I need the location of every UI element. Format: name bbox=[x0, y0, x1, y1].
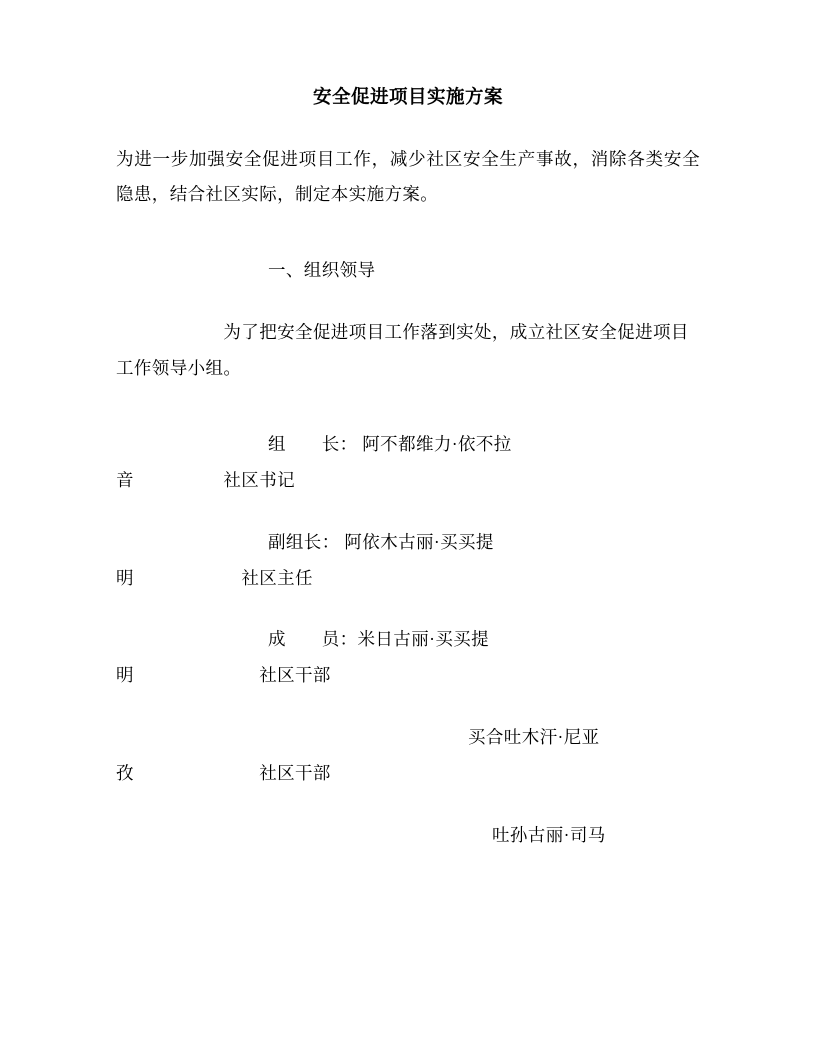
roster-title: 社区干部 bbox=[259, 763, 331, 784]
roster-title-line bbox=[116, 658, 700, 694]
roster-name-line bbox=[116, 720, 700, 756]
spacer bbox=[116, 694, 700, 720]
roster-name: 买合吐木汗·尼亚 bbox=[468, 727, 600, 748]
roster-entry bbox=[116, 720, 700, 792]
roster-title: 社区干部 bbox=[259, 665, 331, 686]
roster-role: 成 员： bbox=[268, 629, 358, 650]
roster-title-line bbox=[116, 561, 700, 597]
roster-entry bbox=[116, 427, 700, 499]
roster-name: 阿依木古丽·买买提 bbox=[344, 531, 494, 552]
spacer bbox=[116, 213, 700, 253]
roster-role: 组 长： bbox=[268, 433, 358, 454]
roster-entry bbox=[116, 622, 700, 694]
roster-name-line bbox=[116, 818, 700, 854]
roster-name-cont: 音 bbox=[116, 469, 134, 490]
roster-role-name-line bbox=[116, 622, 700, 658]
spacer bbox=[116, 499, 700, 525]
page-title: 安全促进项目实施方案 bbox=[312, 88, 503, 108]
roster-title-line bbox=[116, 756, 700, 792]
roster-name-cont: 明 bbox=[116, 665, 134, 686]
roster-role: 副组长： bbox=[268, 531, 340, 552]
roster-role-name-line bbox=[116, 427, 700, 463]
roster-role-name-line bbox=[116, 525, 700, 561]
section-heading-1: 一、组织领导 bbox=[268, 260, 376, 281]
roster-name: 吐孙古丽·司马 bbox=[492, 824, 606, 845]
spacer bbox=[116, 387, 700, 427]
spacer bbox=[116, 792, 700, 818]
roster-name: 阿不都维力·依不拉 bbox=[362, 433, 512, 454]
roster-title: 社区书记 bbox=[223, 469, 296, 490]
roster-entry bbox=[116, 525, 700, 597]
section-1-body: 为了把安全促进项目工作落到实处，成立社区安全促进项目工作领导小组。 bbox=[116, 322, 689, 379]
roster-title-line bbox=[116, 463, 700, 499]
roster-title: 社区主任 bbox=[241, 567, 313, 588]
intro-paragraph: 为进一步加强安全促进项目工作，减少社区安全生产事故，消除各类安全隐患，结合社区实际，制定本实施方案。 bbox=[116, 148, 700, 205]
spacer bbox=[116, 596, 700, 622]
roster-entry bbox=[116, 818, 700, 854]
roster-name-cont: 明 bbox=[116, 567, 134, 588]
roster-name-cont: 孜 bbox=[116, 763, 134, 784]
spacer bbox=[116, 289, 700, 315]
roster-name: 米日古丽·买买提 bbox=[357, 629, 490, 650]
